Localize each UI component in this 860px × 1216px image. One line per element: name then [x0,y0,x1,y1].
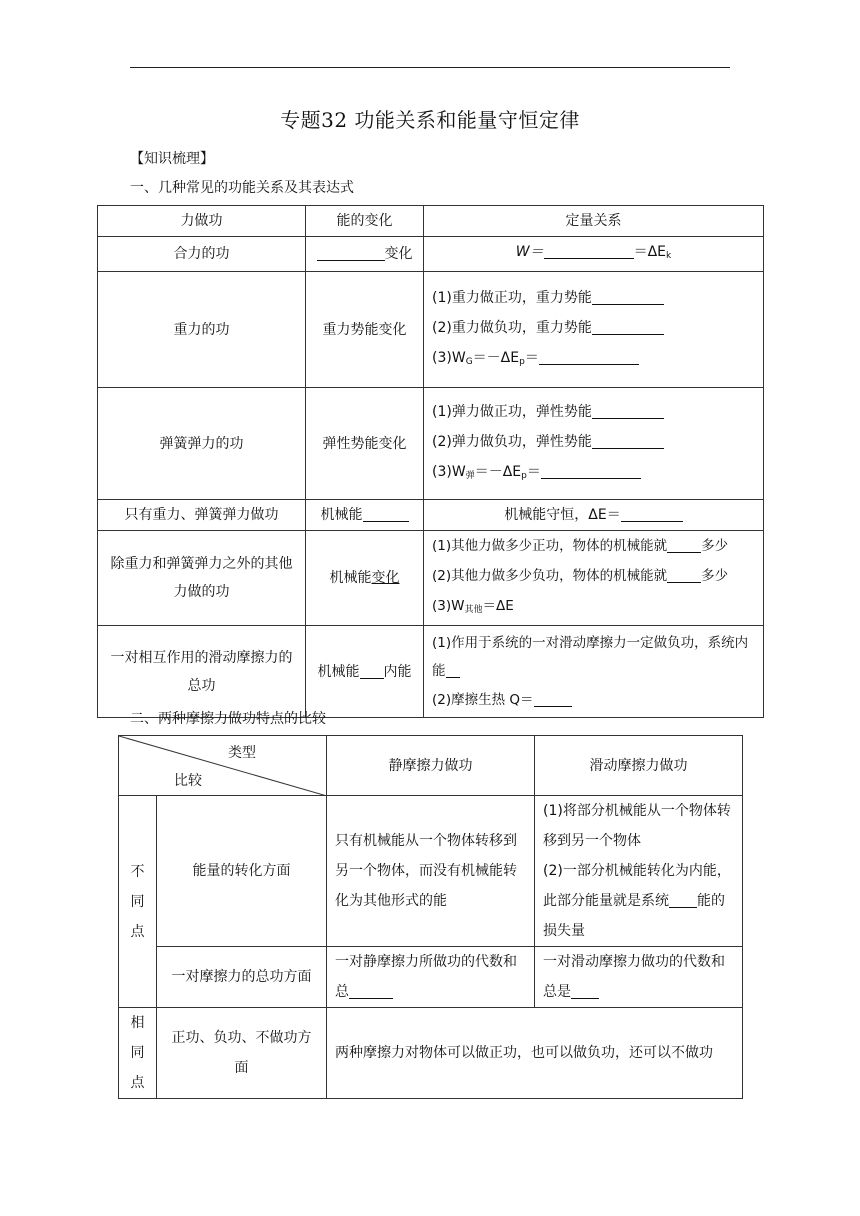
page-title: 专题32 功能关系和能量守恒定律 [280,108,580,132]
group-char: 同 [130,1045,145,1061]
answer-blank[interactable] [534,690,572,707]
row-change-text: 机械能 [329,570,372,586]
row-relation [424,237,764,272]
answer-blank[interactable] [360,662,384,679]
sliding-cell [535,947,743,1008]
answer-blank[interactable] [592,288,664,305]
row-relation [424,626,764,718]
relation-line: 机械能守恒，ΔE＝ [504,507,621,523]
row-relation [424,500,764,531]
static-cell: 只有机械能从一个物体转移到另一个物体，而没有机械能转化为其他形式的能 [327,796,535,947]
friction-comparison-table [118,735,743,1099]
formula-part: (3)W [432,598,465,614]
sliding-line: (2)一部分机械能转化为内能，此部分能量就是系统 [543,863,731,909]
row-relation [424,531,764,626]
static-cell [327,947,535,1008]
formula-sub: G [465,356,473,367]
formula-sub: k [666,251,672,261]
heading-2: 二、两种摩擦力做功特点的比较 [130,711,326,727]
table-row [98,272,764,388]
answer-blank[interactable] [541,462,641,479]
relation-line: (2)摩擦生热 Q＝ [432,691,534,708]
header-work: 力做功 [98,206,306,237]
formula-part: ＝－ΔE [472,349,520,366]
row-change: 重力势能变化 [306,272,424,388]
formula-sub: p [521,470,527,481]
row-work: 弹簧弹力的功 [98,388,306,500]
row-change-text: 变化 [371,570,400,586]
diagonal-line [119,736,327,796]
table-row [119,947,743,1008]
sliding-line: (1)将部分机械能从一个物体转移到另一个物体 [543,803,731,849]
diag-label-compare: 比较 [174,773,202,789]
answer-blank[interactable] [349,982,393,999]
heading-1: 一、几种常见的功能关系及其表达式 [130,180,354,196]
relation-line: 多少 [701,568,729,584]
answer-blank[interactable] [446,661,460,678]
row-change-text: 变化 [384,246,413,262]
row-change-text: 机械能 [320,507,363,523]
table-row [98,500,764,531]
table-row [98,237,764,272]
formula-sub: 弹 [465,470,475,481]
answer-blank[interactable] [317,244,385,261]
answer-blank[interactable] [571,982,599,999]
table-header-row [98,206,764,237]
formula-part: ＝ΔE [633,244,667,260]
sliding-cell [535,796,743,947]
answer-blank[interactable] [592,402,664,419]
answer-blank[interactable] [363,505,409,522]
row-work: 合力的功 [98,237,306,272]
relation-line: (1)其他力做多少正功，物体的机械能就 [432,538,668,554]
formula-sub: p [519,356,525,367]
formula-sub: 其他 [464,605,483,615]
aspect-cell: 能量的转化方面 [157,796,327,947]
formula-part: ＝ΔE [482,598,514,614]
table-header-row [119,736,743,796]
row-change: 弹性势能变化 [306,388,424,500]
answer-blank[interactable] [544,242,634,259]
shared-cell: 两种摩擦力对物体可以做正功，也可以做负功，还可以不做功 [327,1008,743,1099]
section-label: 【知识梳理】 [130,151,214,167]
relation-line: (2)弹力做负功，弹性势能 [432,433,592,450]
answer-blank[interactable] [592,318,664,335]
group-char: 不 [130,863,145,880]
row-change [306,500,424,531]
row-work: 一对相互作用的滑动摩擦力的总功 [98,626,306,718]
aspect-cell: 一对摩擦力的总功方面 [157,947,327,1008]
group-char: 点 [130,1075,145,1091]
row-work: 只有重力、弹簧弹力做功 [98,500,306,531]
answer-blank[interactable] [669,891,697,908]
diagonal-header-cell [119,736,327,796]
row-relation [424,272,764,388]
group-char: 同 [130,893,145,910]
formula-part: W＝ [515,244,544,260]
row-change [306,237,424,272]
static-text: 一对静摩擦力所做功的代数和总 [335,954,517,1000]
header-change: 能的变化 [306,206,424,237]
table-row [98,388,764,500]
sliding-line: 能的损失量 [543,893,725,939]
group-label-same [119,1008,157,1099]
table-row [98,626,764,718]
aspect-cell: 正功、负功、不做功方面 [157,1008,327,1099]
header-static: 静摩擦力做功 [327,736,535,796]
relation-line: (2)其他力做多少负功，物体的机械能就 [432,568,668,584]
group-char: 相 [130,1015,145,1031]
header-sliding: 滑动摩擦力做功 [535,736,743,796]
relation-line: 多少 [701,538,729,554]
row-work: 除重力和弹簧弹力之外的其他力做的功 [98,531,306,626]
row-change-text: 机械能 [317,663,360,680]
relation-line: (1)重力做正功，重力势能 [432,289,592,306]
header-rule [130,67,730,68]
formula-part: (3)W [432,463,466,480]
row-change-text: 内能 [383,663,412,680]
function-energy-table [97,205,764,718]
formula-part: ＝－ΔE [474,463,522,480]
row-work: 重力的功 [98,272,306,388]
row-change [306,626,424,718]
answer-blank[interactable] [539,348,639,365]
table-row [119,1008,743,1099]
row-relation [424,388,764,500]
relation-line: (2)重力做负功，重力势能 [432,319,592,336]
answer-blank[interactable] [667,566,701,583]
answer-blank[interactable] [621,505,683,522]
table-row [98,531,764,626]
row-change [306,531,424,626]
table-row [119,796,743,947]
group-label-different [119,796,157,1008]
formula-part: (3)W [432,349,466,366]
header-relation: 定量关系 [424,206,764,237]
diag-label-type: 类型 [228,745,256,761]
answer-blank[interactable] [592,432,664,449]
group-char: 点 [130,923,145,940]
relation-line: (1)作用于系统的一对滑动摩擦力一定做负功，系统内能 [432,634,749,679]
sliding-text: 一对滑动摩擦力做功的代数和总是 [543,954,725,1000]
answer-blank[interactable] [667,536,701,553]
formula-part: ＝ [524,349,539,366]
relation-line: (1)弹力做正功，弹性势能 [432,403,592,420]
formula-part: ＝ [526,463,541,480]
